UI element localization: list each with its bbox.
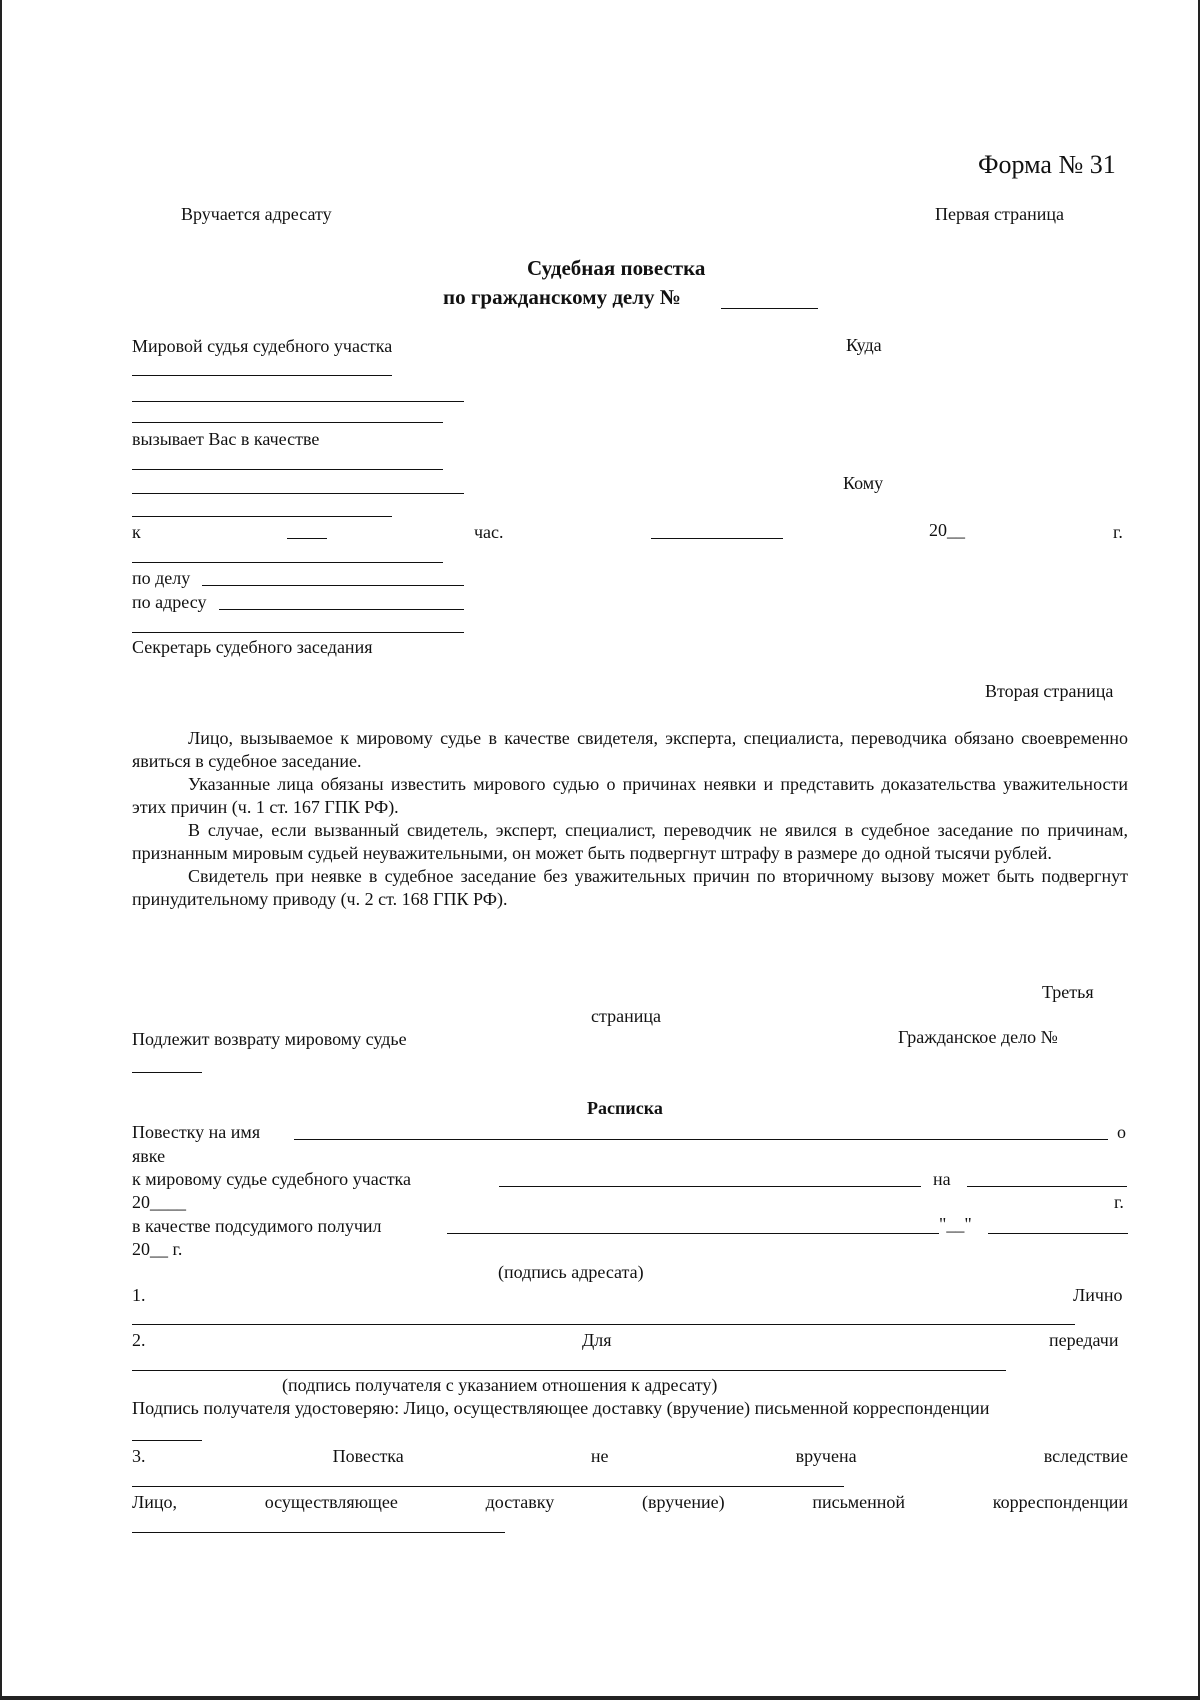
correspondence-word: корреспонденции — [992, 1492, 1128, 1512]
certify-signature-line: Подпись получателя удостоверяю: Лицо, осуществляющее доставку (вручение) письменной корреспонденции — [132, 1398, 990, 1418]
where-label: Куда — [846, 335, 882, 355]
role-blank-3[interactable] — [132, 516, 392, 517]
secretary-label: Секретарь судебного заседания — [132, 637, 373, 657]
summons-as-label: вызывает Вас в качестве — [132, 429, 320, 449]
instructions-text — [132, 727, 1128, 911]
courier-row — [132, 1492, 1128, 1512]
summons-name-blank[interactable] — [294, 1139, 1108, 1140]
return-to-judge-label: Подлежит возврату мировому судье — [132, 1029, 407, 1049]
addressee-signature-caption: (подпись адресата) — [498, 1262, 644, 1282]
summons-title: Судебная повестка — [527, 256, 706, 280]
date-quotes: "__" — [939, 1214, 972, 1234]
at-label: к — [132, 522, 141, 542]
delivery-word: доставку — [485, 1492, 555, 1512]
not-word: не — [590, 1446, 609, 1466]
case-blank[interactable] — [202, 585, 464, 586]
summons-subtitle: по гражданскому делу № — [443, 285, 681, 309]
defendant-name-blank[interactable] — [447, 1233, 939, 1234]
year-20-line: 20____ — [132, 1192, 186, 1212]
as-defendant-label: в качестве подсудимого получил — [132, 1216, 382, 1236]
case-label: по делу — [132, 568, 191, 588]
item-2-blank[interactable] — [132, 1370, 1006, 1371]
appearance-label: явке — [132, 1146, 166, 1166]
transfer-label: передачи — [1049, 1330, 1119, 1350]
certify-blank[interactable] — [132, 1440, 202, 1441]
recipient-signature-caption: (подпись получателя с указанием отношения к адресату) — [282, 1375, 718, 1395]
case-number-blank[interactable] — [721, 308, 818, 309]
about-label: о — [1117, 1122, 1126, 1142]
third-page-label-word2: страница — [591, 1006, 661, 1026]
date-blank[interactable] — [651, 538, 783, 539]
year-g-label: г. — [1114, 1192, 1124, 1212]
judge-blank-2[interactable] — [132, 401, 464, 402]
handing-word: (вручение) — [642, 1492, 725, 1512]
receipt-title: Расписка — [587, 1098, 663, 1118]
performing-word: осуществляющее — [264, 1492, 398, 1512]
courier-blank[interactable] — [132, 1532, 505, 1533]
personally-label: Лично — [1073, 1285, 1123, 1305]
time-minutes-blank[interactable] — [287, 538, 327, 539]
judge-blank-3[interactable] — [132, 422, 443, 423]
item-2-number: 2. — [132, 1330, 146, 1350]
instruction-paragraph: Свидетель при неявке в судебное заседание без уважительных причин по вторичному вызову может быть подвергнут принудительному приводу (ч. 2 ст. 168 ГПК РФ). — [132, 866, 1128, 909]
year-prefix: 20__ — [929, 520, 965, 540]
item-1-blank[interactable] — [132, 1324, 1075, 1325]
scan-edge-bottom — [0, 1696, 1200, 1700]
written-word: письменной — [812, 1492, 906, 1512]
second-page-label: Вторая страница — [985, 681, 1114, 701]
civil-case-label: Гражданское дело № — [898, 1027, 1058, 1047]
for-label: Для — [582, 1330, 612, 1350]
judge-blank-1[interactable] — [132, 375, 392, 376]
third-page-label-word1: Третья — [1042, 982, 1094, 1002]
not-delivered-row — [132, 1446, 1128, 1466]
item-3-number: 3. — [132, 1446, 146, 1466]
court-district-blank[interactable] — [499, 1186, 921, 1187]
address-label: по адресу — [132, 592, 207, 612]
instruction-paragraph: Лицо, вызываемое к мировому судье в качестве свидетеля, эксперта, специалиста, переводчика обязано своевременно явиться в судебное заседание. — [132, 728, 1128, 771]
instruction-paragraph: Указанные лица обязаны известить мирового судью о причинах неявки и представить доказательства уважительности этих причин (ч. 1 ст. 167 ГПК РФ). — [132, 774, 1128, 817]
role-blank-2[interactable] — [132, 493, 464, 494]
to-judge-label: к мировому судье судебного участка — [132, 1169, 412, 1189]
judge-label: Мировой судья судебного участка — [132, 336, 393, 356]
address-blank-2[interactable] — [132, 632, 464, 633]
summons-name-label: Повестку на имя — [132, 1122, 261, 1142]
role-blank-1[interactable] — [132, 469, 443, 470]
scan-edge-left — [0, 0, 2, 1700]
hour-label: час. — [474, 522, 504, 542]
person-word: Лицо, — [132, 1492, 177, 1512]
to-whom-label: Кому — [843, 473, 884, 493]
year-suffix: г. — [1113, 522, 1123, 542]
due-to-word: вследствие — [1043, 1446, 1128, 1466]
first-page-label: Первая страница — [935, 204, 1064, 224]
summons-word: Повестка — [332, 1446, 404, 1466]
on-label: на — [933, 1169, 951, 1189]
item-3-blank[interactable] — [132, 1486, 844, 1487]
instruction-paragraph: В случае, если вызванный свидетель, эксперт, специалист, переводчик не явился в судебное заседание по причинам, признанным мировым судьей неуважительными, он может быть подвергнут штрафу в размере до одной тысячи рублей. — [132, 820, 1128, 863]
appearance-date-blank[interactable] — [967, 1186, 1127, 1187]
year-20-g: 20__ г. — [132, 1239, 183, 1259]
received-date-blank[interactable] — [988, 1233, 1128, 1234]
delivered-word: вручена — [795, 1446, 857, 1466]
return-blank[interactable] — [132, 1072, 202, 1073]
time-blank[interactable] — [132, 562, 443, 563]
item-1-number: 1. — [132, 1285, 146, 1305]
address-blank[interactable] — [219, 609, 464, 610]
delivered-to-addressee: Вручается адресату — [181, 204, 332, 224]
form-number: Форма № 31 — [978, 150, 1116, 179]
